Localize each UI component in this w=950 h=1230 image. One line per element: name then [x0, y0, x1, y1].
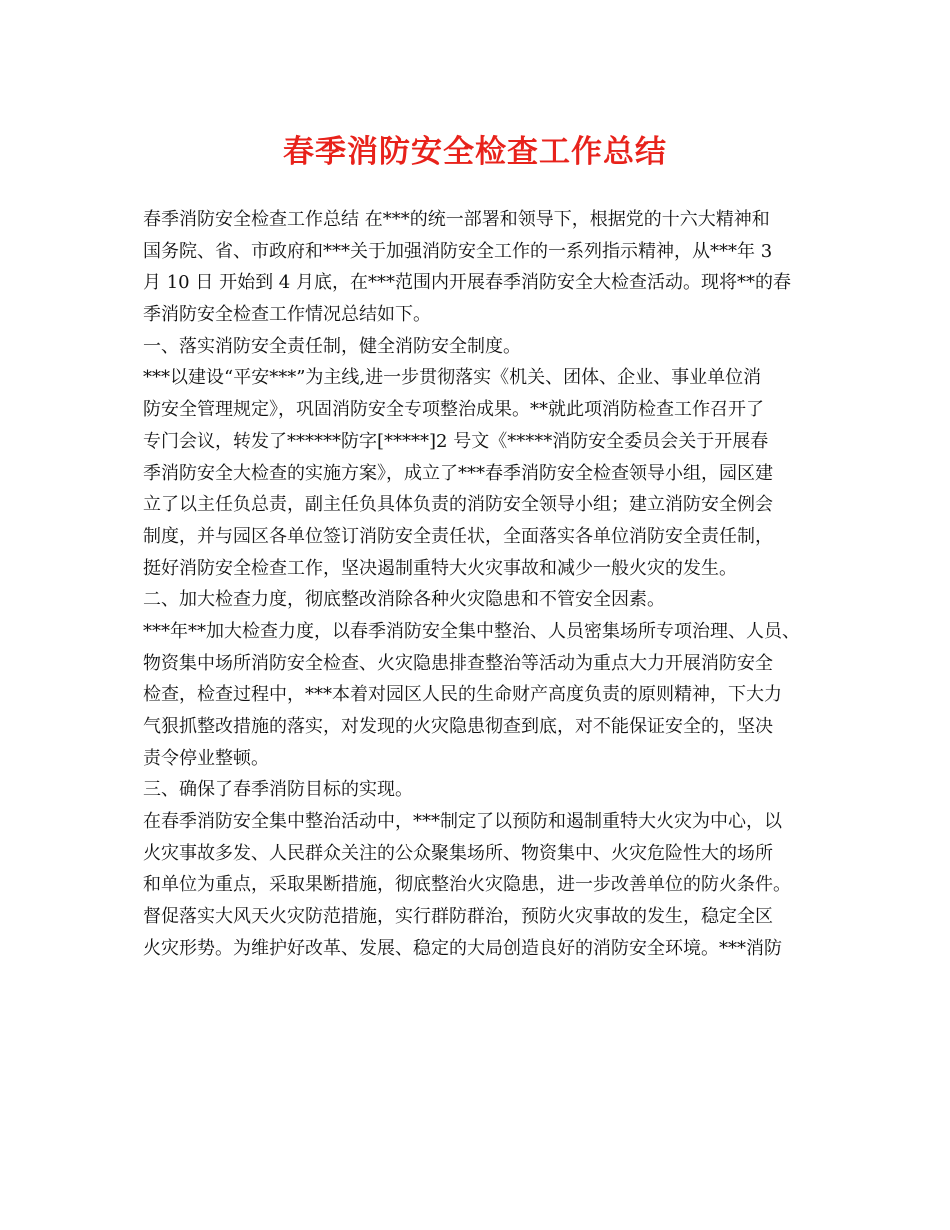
text-line: 春季消防安全检查工作总结 在***的统一部署和领导下，根据党的十六大精神和 [143, 209, 770, 230]
text-line: 和单位为重点，采取果断措施，彻底整治火灾隐患，进一步改善单位的防火条件。 [143, 874, 791, 896]
text-line: 在春季消防安全集中整治活动中，***制定了以预防和遏制重特大火灾为中心，以 [143, 811, 782, 833]
text-line: 一、落实消防安全责任制，健全消防安全制度。 [143, 335, 521, 357]
text-line: 检查，检查过程中，***本着对园区人民的生命财产高度负责的原则精神，下大力 [143, 684, 782, 706]
text-line: ***年**加大检查力度，以春季消防安全集中整治、人员密集场所专项治理、人员、 [143, 620, 800, 642]
text-line: 月 10 日 开始到 4 月底，在***范围内开展春季消防安全大检查活动。现将**的春 [143, 272, 791, 294]
text-line: 气狠抓整改措施的落实，对发现的火灾隐患彻查到底，对不能保证安全的，坚决 [143, 716, 773, 737]
document-title: 春季消防安全检查工作总结 [283, 134, 667, 170]
text-line: 挺好消防安全检查工作，坚决遏制重特大火灾事故和减少一般火灾的发生。 [143, 557, 737, 579]
document-body [143, 204, 823, 965]
text-line: 立了以主任负总责，副主任负具体负责的消防安全领导小组；建立消防安全例会 [143, 494, 773, 516]
text-line: 物资集中场所消防安全检查、火灾隐患排查整治等活动为重点大力开展消防安全 [143, 652, 773, 674]
text-line: 二、加大检查力度，彻底整改消除各种火灾隐患和不管安全因素。 [143, 589, 665, 611]
text-line: 季消防安全检查工作情况总结如下。 [143, 304, 431, 326]
text-line: 季消防安全大检查的实施方案》，成立了***春季消防安全检查领导小组，园区建 [143, 462, 773, 484]
text-line: 国务院、省、市政府和***关于加强消防安全工作的一系列指示精神，从***年 3 [143, 240, 773, 262]
text-line: 专门会议，转发了******防字[*****]2 号文《*****消防安全委员会关于开展春 [143, 430, 769, 452]
text-line: 火灾事故多发、人民群众关注的公众聚集场所、物资集中、火灾危险性大的场所 [143, 842, 773, 864]
text-line: ***以建设“平安***”为主线,进一步贯彻落实《机关、团体、企业、事业单位消 [143, 367, 762, 389]
text-line: 制度，并与园区各单位签订消防安全责任状，全面落实各单位消防安全责任制， [143, 525, 773, 547]
text-line: 三、确保了春季消防目标的实现。 [143, 779, 413, 801]
text-line: 责令停业整顿。 [143, 747, 269, 769]
text-line: 防安全管理规定》，巩固消防安全专项整治成果。**就此项消防检查工作召开了 [143, 399, 764, 421]
text-line: 火灾形势。为维护好改革、发展、稳定的大局创造良好的消防安全环境。***消防 [143, 937, 782, 959]
text-line: 督促落实大风天火灾防范措施，实行群防群治，预防火灾事故的发生，稳定全区 [143, 906, 773, 928]
